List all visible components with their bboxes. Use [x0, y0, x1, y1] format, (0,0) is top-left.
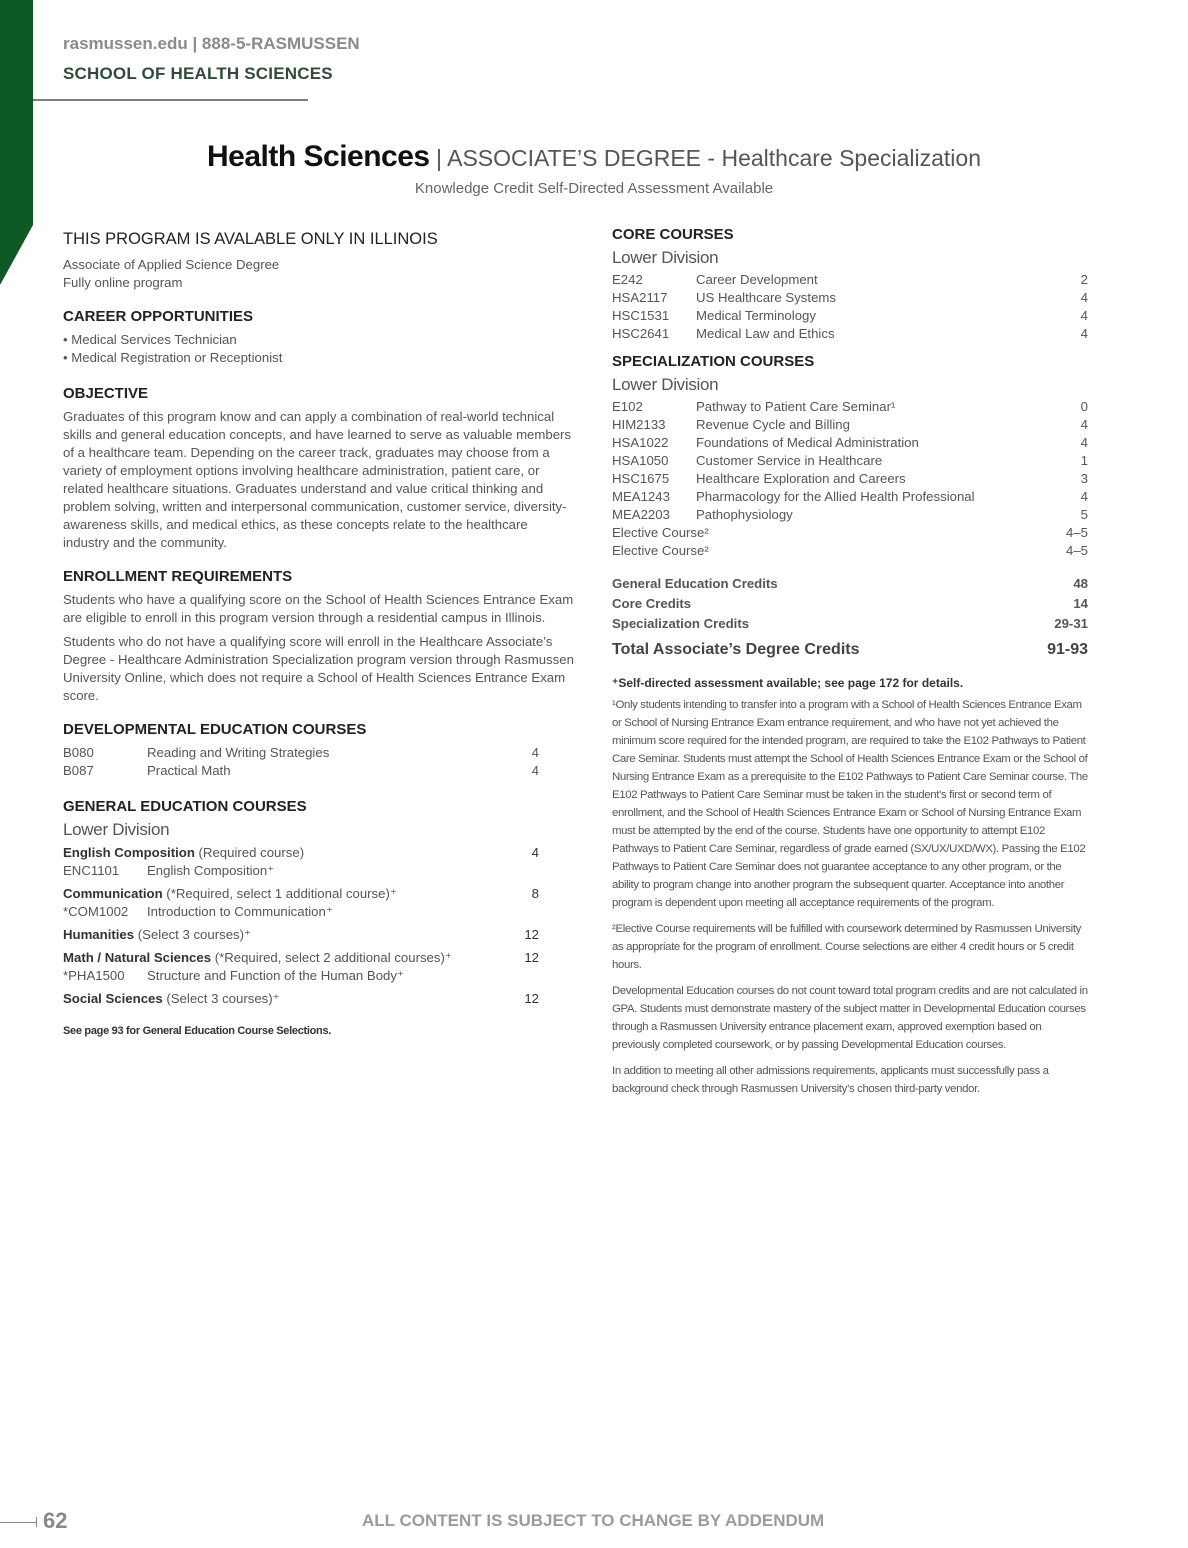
course-name: Pathophysiology	[696, 507, 793, 522]
program-subtitle: | ASSOCIATE’S DEGREE - Healthcare Specialization	[429, 145, 981, 171]
total-label: Core Credits	[612, 596, 692, 611]
course-code: HIM2133	[612, 417, 666, 432]
course-credits: 4	[1080, 489, 1088, 504]
elective-credits: 4–5	[1065, 525, 1088, 540]
header-divider	[33, 99, 308, 101]
enrollment-paragraph: Students who do not have a qualifying score will enroll in the Healthcare Associate’s Degree - Healthcare Administration Specialization program version through Rasmussen University Online, which does not require a School of Health Sciences Entrance Exam score.	[63, 634, 574, 703]
course-row	[612, 488, 1088, 506]
course-name: Healthcare Exploration and Careers	[696, 471, 906, 486]
course-credits: 5	[1080, 507, 1088, 522]
course-code: HSC1531	[612, 308, 670, 323]
assessment-note: Knowledge Credit Self-Directed Assessment Available	[414, 180, 774, 197]
course-name: Foundations of Medical Administration	[696, 435, 919, 450]
gen-ed-see-note: See page 93 for General Education Course Selections.	[63, 1025, 332, 1037]
developmental-note: Developmental Education courses do not count toward total program credits and are not calculated in GPA. Students must demonstrate mastery of the subject matter in Developmental Education courses through a Rasmussen University entrance placement exam, approved exemption based on previously completed coursework, or by passing Developmental Education courses.	[612, 985, 1088, 1051]
gen-ed-category	[63, 843, 539, 862]
course-name: Medical Terminology	[696, 308, 816, 323]
total-label: General Education Credits	[612, 576, 778, 591]
course-name: Customer Service in Healthcare	[696, 453, 883, 468]
course-row	[612, 307, 1088, 325]
course-code: E102	[612, 399, 643, 414]
category-credits: 12	[524, 991, 539, 1006]
category-credits: 8	[531, 886, 539, 901]
course-credits: 1	[1080, 453, 1088, 468]
footnote-2: ²Elective Course requirements will be fulfilled with coursework determined by Rasmussen University as appropriate for the program of enrollment. Course selections are either 4 credit hours or 5 credit hours.	[612, 923, 1081, 971]
core-heading: CORE COURSES	[612, 226, 734, 243]
category-detail: (*Required, select 2 additional courses)⁺	[211, 950, 452, 965]
course-row	[612, 506, 1088, 524]
career-item: • Medical Registration or Receptionist	[63, 350, 283, 365]
category-credits: 4	[531, 845, 539, 860]
elective-credits: 4–5	[1065, 543, 1088, 558]
category-credits: 12	[524, 950, 539, 965]
course-name: Medical Law and Ethics	[696, 326, 835, 341]
course-code: *PHA1500	[63, 968, 125, 983]
enrollment-heading: ENROLLMENT REQUIREMENTS	[63, 568, 293, 585]
elective-row	[612, 524, 1088, 542]
category-credits: 12	[524, 927, 539, 942]
footer-rule	[0, 1522, 37, 1523]
footnotes	[612, 696, 1088, 1098]
program-title-block	[0, 140, 1188, 197]
course-row	[63, 967, 539, 985]
course-row	[612, 470, 1088, 488]
course-credits: 2	[1080, 272, 1088, 287]
course-row	[612, 398, 1088, 416]
left-column	[63, 230, 575, 1040]
division-label: Lower Division	[63, 820, 170, 839]
grand-total-label: Total Associate’s Degree Credits	[612, 641, 860, 658]
division-label: Lower Division	[612, 248, 719, 267]
objective-text: Graduates of this program know and can apply a combination of real-world technical skills and general education concepts, and have learned to serve as valuable members of a healthcare team. Depending on the career track, graduates may choose from a variety of employment options involving healthcare administration, patient care, or related healthcare situations. Graduates understand and value critical thinking and problem solving, written and interpersonal communication, customer service, diversity-awareness skills, and medical ethics, as these concepts relate to the healthcare industry and the community.	[63, 409, 572, 550]
category-detail: (Select 3 courses)⁺	[134, 927, 251, 942]
course-credits: 4	[1080, 417, 1088, 432]
credit-totals	[612, 574, 1088, 660]
footnote-1: ¹Only students intending to transfer into a program with a School of Health Sciences Entrance Exam or School of Nursing Entrance Exam entrance requirement, and who have not yet achieved the minimum score required for the intended program, are required to take the E102 Pathways to Patient Care Seminar. Students must attempt the School of Health Sciences Entrance Exam or the School of Nursing Entrance Exam as a prerequisite to the E102 Pathways to Patient Care Seminar course. The E102 Pathways to Patient Care Seminar must be taken in the student’s first or second term of enrollment, and the School of Health Sciences Entrance Exam or School of Nursing Entrance Exam must be attempted by the end of the course. Students have one opportunity to attempt E102 Pathways to Patient Care Seminar, regardless of grade earned (SX/UX/UXD/WX). Passing the E102 Pathways to Patient Care Seminar does not guarantee acceptance to any other program, or the ability to program change into another program the subsequent quarter. Acceptance into another program is dependent upon meeting all acceptance requirements of the program.	[612, 699, 1088, 909]
course-row	[612, 434, 1088, 452]
course-name: US Healthcare Systems	[696, 290, 836, 305]
general-heading: GENERAL EDUCATION COURSES	[63, 798, 307, 815]
course-code: HSA2117	[612, 290, 668, 305]
gen-ed-category	[63, 989, 539, 1008]
total-value: 14	[1073, 596, 1088, 611]
category-detail: (Select 3 courses)⁺	[162, 991, 280, 1006]
course-row	[612, 289, 1088, 307]
course-code: MEA1243	[612, 489, 670, 504]
total-row	[612, 594, 1088, 614]
course-credits: 4	[531, 763, 539, 778]
course-row	[63, 862, 539, 880]
degree-line: Fully online program	[63, 275, 183, 290]
course-name: Career Development	[696, 272, 818, 287]
course-code: HSC1675	[612, 471, 670, 486]
course-credits: 0	[1080, 399, 1088, 414]
course-row	[612, 416, 1088, 434]
course-code: HSA1050	[612, 453, 669, 468]
course-code: HSC2641	[612, 326, 670, 341]
category-title: Communication	[63, 886, 163, 901]
self-directed-note: ⁺Self-directed assessment available; see page 172 for details.	[612, 676, 964, 690]
course-row	[63, 744, 539, 762]
degree-line: Associate of Applied Science Degree	[63, 257, 280, 272]
page-number: 62	[43, 1508, 68, 1533]
career-item: • Medical Services Technician	[63, 332, 237, 347]
gen-ed-category	[63, 884, 539, 903]
course-credits: 4	[1080, 290, 1088, 305]
program-title: Health Sciences	[207, 140, 430, 173]
total-value: 48	[1073, 576, 1088, 591]
right-column	[612, 226, 1088, 1106]
course-code: ENC1101	[63, 863, 120, 878]
course-credits: 4	[1080, 435, 1088, 450]
course-code: B080	[63, 745, 94, 760]
course-credits: 3	[1080, 471, 1088, 486]
course-row	[63, 903, 539, 921]
gen-ed-category	[63, 925, 539, 944]
course-code: E242	[612, 272, 643, 287]
specialization-heading: SPECIALIZATION COURSES	[612, 353, 815, 370]
total-label: Specialization Credits	[612, 616, 750, 631]
gen-ed-category	[63, 948, 539, 967]
course-code: *COM1002	[63, 904, 129, 919]
developmental-heading: DEVELOPMENTAL EDUCATION COURSES	[63, 721, 367, 738]
site-contact: rasmussen.edu | 888-5-RASMUSSEN	[63, 34, 360, 53]
grand-total-value: 91-93	[1047, 641, 1088, 658]
school-name: SCHOOL OF HEALTH SCIENCES	[63, 64, 333, 83]
course-row	[63, 762, 539, 780]
total-row	[612, 574, 1088, 594]
course-row	[612, 452, 1088, 470]
elective-row	[612, 542, 1088, 560]
course-code: B087	[63, 763, 94, 778]
career-heading: CAREER OPPORTUNITIES	[63, 308, 254, 325]
category-title: Math / Natural Sciences	[63, 950, 212, 965]
course-credits: 4	[1080, 308, 1088, 323]
category-title: English Composition	[63, 845, 195, 860]
total-row	[612, 614, 1088, 634]
course-row	[612, 325, 1088, 343]
page-header	[63, 34, 360, 84]
page-footer	[0, 1508, 1188, 1538]
elective-name: Elective Course²	[612, 543, 709, 558]
total-value: 29-31	[1054, 616, 1088, 631]
course-name: Pathway to Patient Care Seminar¹	[696, 399, 896, 414]
course-name: Pharmacology for the Allied Health Professional	[696, 489, 975, 504]
objective-heading: OBJECTIVE	[63, 385, 149, 402]
elective-name: Elective Course²	[612, 525, 709, 540]
category-detail: (*Required, select 1 additional course)⁺	[162, 886, 397, 901]
course-name: Revenue Cycle and Billing	[696, 417, 850, 432]
course-credits: 4	[1080, 326, 1088, 341]
enrollment-paragraph: Students who have a qualifying score on the School of Health Sciences Entrance Exam are eligible to enroll in this program version through a residential campus in Illinois.	[63, 592, 574, 625]
availability-heading: THIS PROGRAM IS AVALABLE ONLY IN ILLINOIS	[63, 230, 438, 248]
course-code: HSA1022	[612, 435, 669, 450]
category-title: Humanities	[63, 927, 135, 942]
background-check-note: In addition to meeting all other admissions requirements, applicants must successfully pass a background check through Rasmussen University’s chosen third-party vendor.	[612, 1065, 1049, 1095]
addendum-notice: ALL CONTENT IS SUBJECT TO CHANGE BY ADDENDUM	[362, 1511, 825, 1530]
course-name: Introduction to Communication⁺	[147, 904, 333, 919]
category-title: Social Sciences	[63, 991, 163, 1006]
category-detail: (Required course)	[194, 845, 305, 860]
course-row	[612, 271, 1088, 289]
footer-tick	[36, 1517, 37, 1527]
division-label: Lower Division	[612, 375, 719, 394]
course-credits: 4	[531, 745, 539, 760]
grand-total-row	[612, 640, 1088, 660]
course-name: Practical Math	[147, 763, 231, 778]
course-name: Structure and Function of the Human Body⁺	[147, 968, 404, 983]
course-name: Reading and Writing Strategies	[147, 745, 330, 760]
course-name: English Composition⁺	[147, 863, 275, 878]
course-code: MEA2203	[612, 507, 670, 522]
